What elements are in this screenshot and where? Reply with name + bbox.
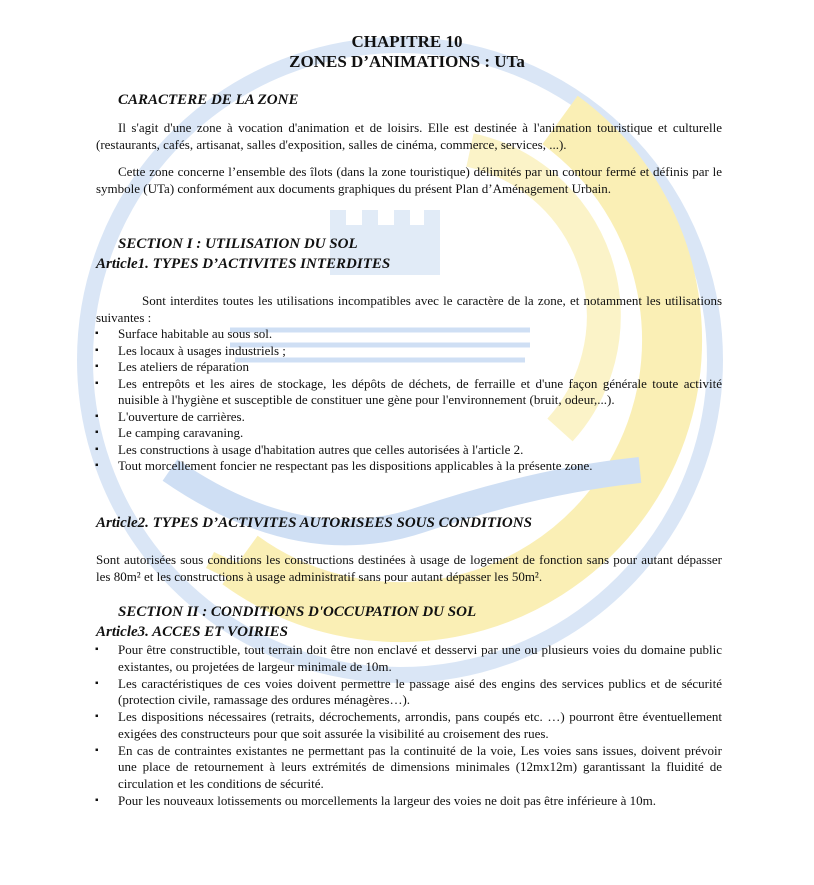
list-item: ▪ Les dispositions nécessaires (retraits, décrochements, arrondis, pans coupés etc. …) pourront être éventuellement exigées des constructeurs pour que soit assurée la visibilité au croisement des rues.	[96, 709, 722, 742]
list-item: ▪ Les constructions à usage d'habitation autres que celles autorisées à l'article 2.	[96, 442, 722, 459]
list-item: ▪ Surface habitable au sous sol.	[96, 326, 722, 343]
list-item: ▪ Pour être constructible, tout terrain doit être non enclavé et desservi par une ou plusieurs voies du domaine public existantes, ou projetées de largeur minimale de 10m.	[96, 642, 722, 675]
caractere-heading: CARACTERE DE LA ZONE	[118, 92, 299, 108]
list-item: ▪ Pour les nouveaux lotissements ou morcellements la largeur des voies ne doit pas être inférieure à 10m.	[96, 793, 722, 810]
article-2-text: Sont autorisées sous conditions les constructions destinées à usage de logement de fonction sans pour autant dépasser les 80m² et les constructions à usage administratif sans pour autant dépasser les 50m².	[96, 552, 722, 584]
list-item: ▪ En cas de contraintes existantes ne permettant pas la continuité de la voie, Les voies sans issues, doivent prévoir une place de retournement à leurs extrémités de dimensions minimales (12mx12m) garantissant la fluidité de circulation et les conditions de sécurité.	[96, 743, 722, 793]
article-3-heading: Article3. ACCES ET VOIRIES	[96, 624, 288, 640]
list-item: ▪ Les locaux à usages industriels ;	[96, 343, 722, 360]
article-1-list	[96, 326, 722, 475]
section-2-heading: SECTION II : CONDITIONS D'OCCUPATION DU SOL	[118, 604, 477, 620]
chapter-title: CHAPITRE 10	[351, 32, 463, 51]
list-item: ▪ Le camping caravaning.	[96, 425, 722, 442]
article-1-intro: Sont interdites toutes les utilisations incompatibles avec le caractère de la zone, et notamment les utilisations suivantes :	[96, 293, 722, 325]
list-item: ▪ Tout morcellement foncier ne respectant pas les dispositions applicables à la présente zone.	[96, 458, 722, 475]
article-1-heading: Article1. TYPES D’ACTIVITES INTERDITES	[96, 256, 391, 272]
chapter-subtitle: ZONES D’ANIMATIONS : UTa	[289, 52, 525, 71]
list-item: ▪ Les ateliers de réparation	[96, 359, 722, 376]
list-item: ▪ Les caractéristiques de ces voies doivent permettre le passage aisé des engins des services publics et de sécurité (protection civile, ramassage des ordures ménagères…).	[96, 676, 722, 709]
article-2-heading: Article2. TYPES D’ACTIVITES AUTORISEES SOUS CONDITIONS	[96, 515, 532, 531]
caractere-paragraph-2: Cette zone concerne l’ensemble des îlots (dans la zone touristique) délimités par un contour fermé et définis par le symbole (UTa) conformément aux documents graphiques du présent Plan d’Aménagement Urbain.	[96, 164, 722, 196]
list-item: ▪ L'ouverture de carrières.	[96, 409, 722, 426]
list-item: ▪ Les entrepôts et les aires de stockage, les dépôts de déchets, de ferraille et d'une façon générale toute activité nuisible à l'hygiène et susceptible de constituer une gène pour l'environnement (bruit, odeur,...).	[96, 376, 722, 409]
caractere-paragraph-1: Il s'agit d'une zone à vocation d'animation et de loisirs. Elle est destinée à l'animation touristique et culturelle (restaurants, cafés, artisanat, salles d'exposition, salles de cinéma, commerce, services, ...).	[96, 120, 722, 152]
article-3-list	[96, 642, 722, 810]
section-1-heading: SECTION I : UTILISATION DU SOL	[118, 236, 358, 252]
